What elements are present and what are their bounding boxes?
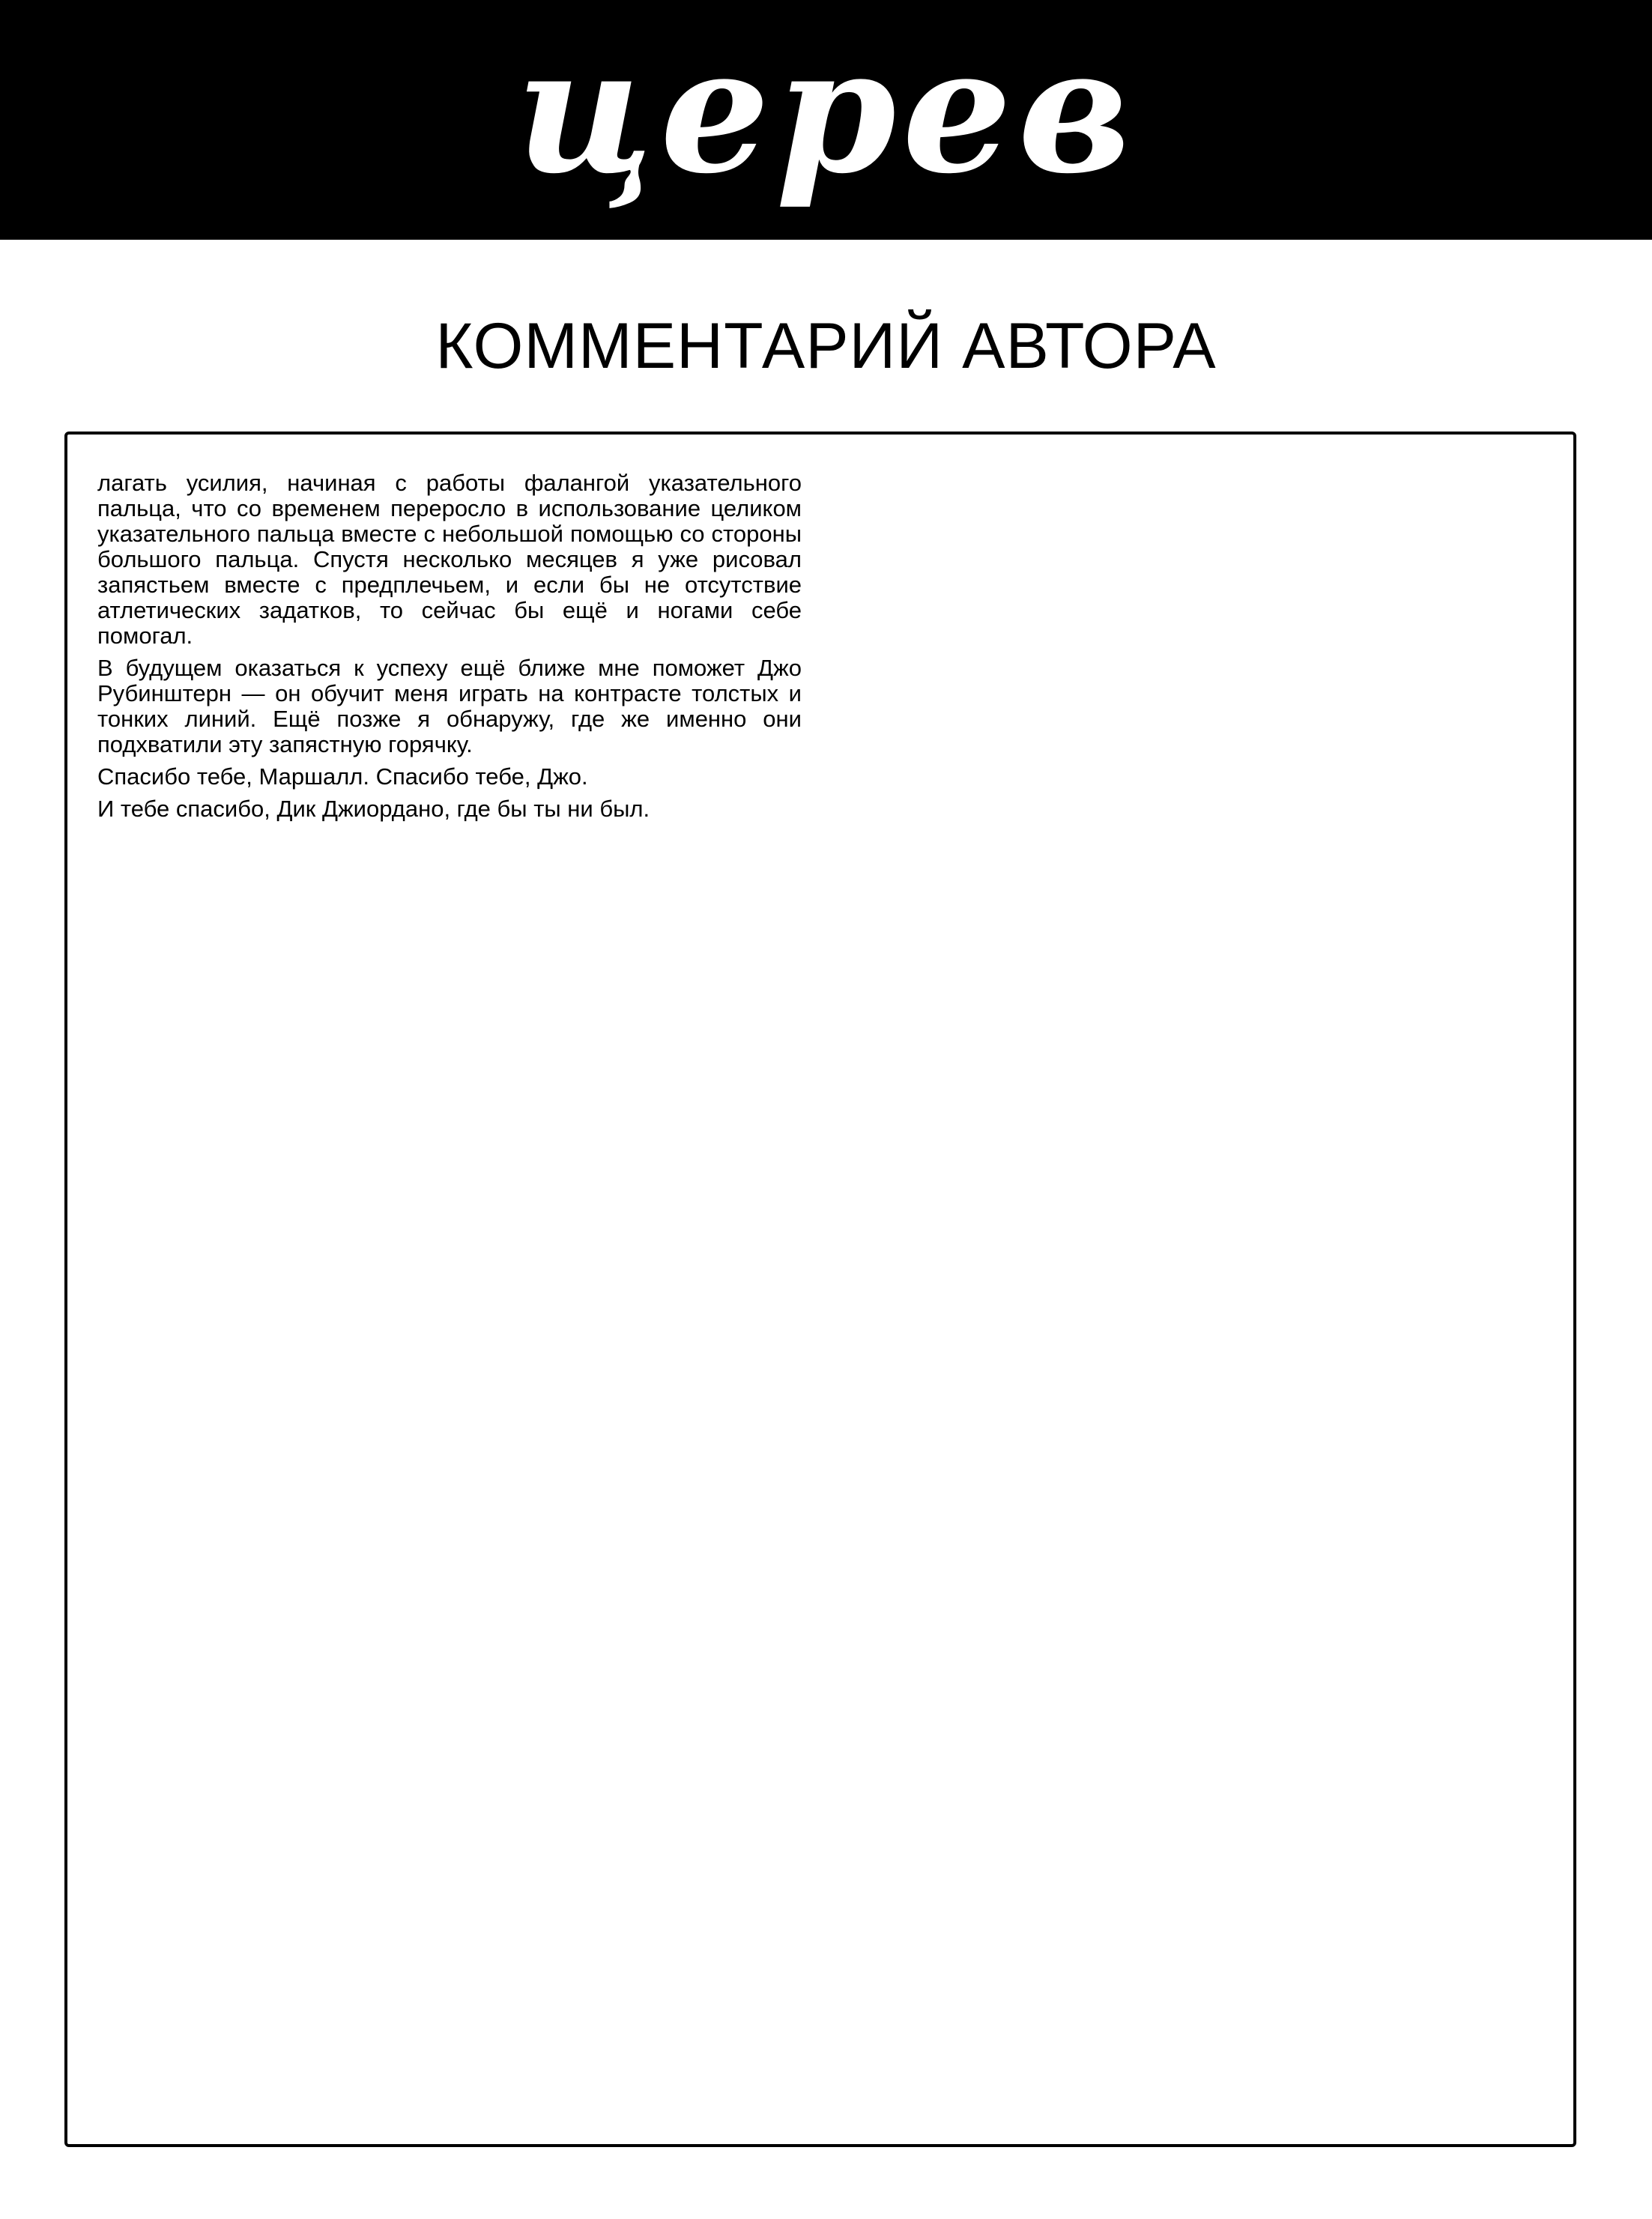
- commentary-paragraph-2: В будущем оказаться к успеху ещё ближе мне поможет Джо Рубинштерн — он обучит меня играть на контрасте толстых и тонких линий. Ещё позже я обнаружу, где же именно они подхватили эту запястную горячку.: [97, 655, 802, 757]
- commentary-paragraph-3: Спасибо тебе, Маршалл. Спасибо тебе, Джо.: [97, 763, 588, 790]
- commentary-paragraph-1: лагать усилия, начиная с работы фалангой указательного пальца, что со временем переросло в использование целиком указательного пальца вместе с небольшой помощью со стороны большого пальца. Спустя несколько месяцев я уже рисовал запястьем вместе с предплечьем, и если бы не отсутствие атлетических задатков, то сейчас бы ещё и ногами себе помогал.: [97, 470, 802, 649]
- commentary-column: [97, 470, 802, 829]
- logo-text: церев: [515, 10, 1137, 212]
- masthead-banner: [0, 0, 1652, 240]
- cerebus-logo: [0, 0, 1652, 240]
- section-title: КОММЕНТАРИЙ АВТОРА: [435, 310, 1217, 382]
- commentary-paragraph-4: И тебе спасибо, Дик Джиордано, где бы ты ни был.: [97, 796, 650, 822]
